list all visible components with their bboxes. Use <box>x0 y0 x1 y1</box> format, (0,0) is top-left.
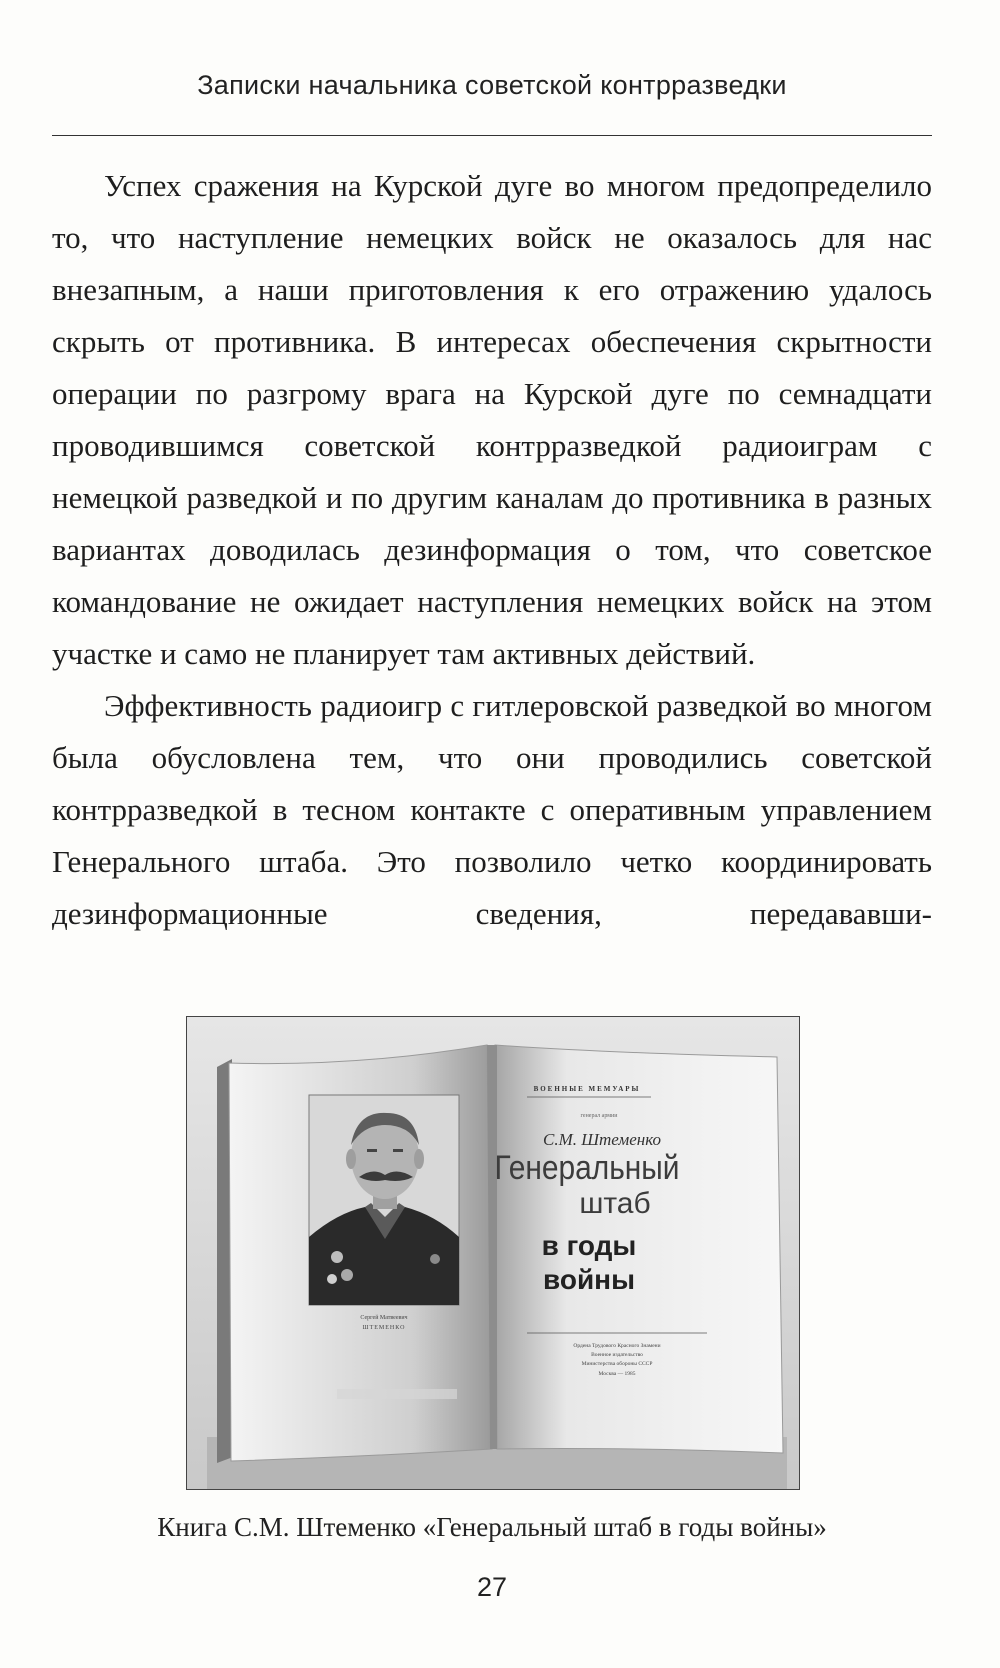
publisher-line2: Военное издательство <box>591 1352 643 1358</box>
book-title-line3: в годы <box>541 1230 637 1261</box>
publisher-line3: Министерства обороны СССР <box>581 1361 653 1367</box>
series-label: ВОЕННЫЕ МЕМУАРЫ <box>533 1085 641 1093</box>
publisher-line4: Москва — 1985 <box>598 1371 636 1377</box>
body-text <box>52 160 932 940</box>
paragraph-2: Эффективность радиоигр с гитлеровской разведкой во многом была обусловлена тем, что они проводились советской контрразведкой в тесном контакте с оперативным управлением Генерального штаба. Это позволило четко координировать дезинформационные сведения, передававши- <box>52 688 932 931</box>
author-rank: генерал армии <box>580 1113 618 1119</box>
book-title-line4: войны <box>543 1264 635 1295</box>
portrait-caption-line2: ШТЕМЕНКО <box>362 1325 406 1331</box>
header-divider <box>52 135 932 136</box>
author-signature: С.М. Штеменко <box>542 1130 662 1149</box>
portrait-image <box>309 1095 459 1305</box>
portrait-caption-line1: Сергей Матвеевич <box>360 1315 408 1321</box>
paragraph-1: Успех сражения на Курской дуге во многом предопределило то, что наступление немецких войск не оказалось для нас внезапным, а наши приготовления к его отражению удалось скрыть от противника. В интересах обеспечения скрытности операции по разгрому врага на Курской дуге по семнадцати проводившимся советской контрразведкой радиоиграм с немецкой разведкой и по другим каналам до противника в разных вариантах доводилась дезинформация о том, что советское командование не ожидает наступления немецких войск на этом участке и само не планирует там активных действий. <box>52 168 932 671</box>
book-photo <box>186 1016 800 1490</box>
page-number: 27 <box>476 1572 508 1602</box>
book-title-line1: Генеральный <box>494 1149 680 1187</box>
book-title-line2: штаб <box>579 1187 651 1220</box>
publisher-line1: Ордена Трудового Красного Знамени <box>573 1343 661 1349</box>
figure-caption: Книга С.М. Штеменко «Генеральный штаб в годы войны» <box>157 1512 827 1542</box>
running-title: Записки начальника советской контрразведки <box>197 70 787 100</box>
